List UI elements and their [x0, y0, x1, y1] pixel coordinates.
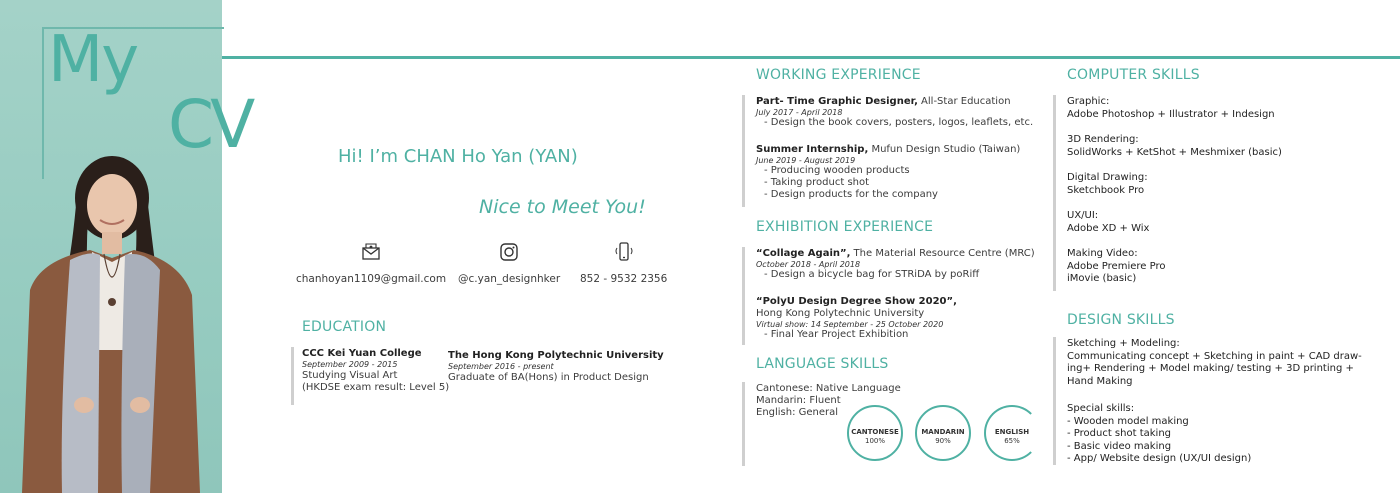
skill-value: SolidWorks + KetShot + Meshmixer (basic): [1067, 146, 1282, 158]
exhibition-item: [756, 248, 1035, 281]
skill-group: [1067, 248, 1165, 286]
skill-value: iMovie (basic): [1067, 273, 1137, 284]
skill-value: ing+ Rendering + Model making/ testing + 3D printing +: [1067, 363, 1354, 374]
exhibition-item: [756, 296, 957, 341]
skill-label: Graphic:: [1067, 96, 1110, 107]
job-item: [756, 144, 1020, 201]
exhibition-title: “PolyU Design Degree Show 2020”,: [756, 296, 957, 307]
job-bullet: - Producing wooden products: [764, 165, 1020, 177]
language-heading: LANGUAGE SKILLS: [756, 356, 889, 372]
design-special: [1067, 403, 1251, 466]
circle-label: CANTONESE: [851, 428, 899, 436]
skill-label: UX/UI:: [1067, 210, 1099, 221]
skill-value: Hand Making: [1067, 375, 1133, 387]
job-dates: July 2017 - April 2018: [756, 108, 843, 117]
contact-email[interactable]: [296, 242, 446, 286]
education-bar: [291, 347, 294, 405]
language-bar: [742, 382, 745, 466]
school-line: Graduate of BA(Hons) in Product Design: [448, 372, 649, 383]
exhibition-bar: [742, 247, 745, 345]
skill-group: [1067, 172, 1148, 197]
skill-label: Making Video:: [1067, 248, 1138, 259]
email-value: chanhoyan1109@gmail.com: [296, 273, 447, 285]
skill-label: 3D Rendering:: [1067, 134, 1139, 145]
circle-percent: 65%: [1004, 437, 1020, 445]
profile-photo: [0, 150, 222, 493]
email-icon: [361, 242, 381, 262]
exhibition-org: Hong Kong Polytechnic University: [756, 308, 925, 319]
contact-instagram[interactable]: [458, 242, 560, 286]
skill-group: [1067, 96, 1275, 121]
education-item: [302, 348, 449, 394]
job-title: Part- Time Graphic Designer,: [756, 96, 918, 107]
job-bullet: - Taking product shot: [764, 177, 1020, 189]
header-rule: [222, 56, 1400, 59]
skill-value: Adobe Photoshop + Illustrator + Indesign: [1067, 108, 1275, 120]
design-sketch: [1067, 338, 1362, 388]
job-org: Mufun Design Studio (Taiwan): [868, 144, 1021, 155]
computer-bar: [1053, 95, 1056, 291]
profile-photo-panel: [0, 0, 252, 493]
job-bullet: - Design products for the company: [764, 189, 1020, 201]
language-circle-mandarin: [915, 405, 971, 461]
phone-icon: [613, 242, 635, 262]
job-org: All-Star Education: [917, 96, 1011, 107]
skill-value: Communicating concept + Sketching in paint + CAD draw-: [1067, 350, 1362, 362]
education-heading: EDUCATION: [302, 319, 387, 335]
instagram-icon: [499, 242, 519, 262]
school-dates: September 2009 - 2015: [302, 360, 398, 369]
cv-heading: CV: [168, 86, 252, 163]
language-circle-english: [984, 405, 1040, 461]
my-heading: My: [48, 23, 138, 97]
job-title: Summer Internship,: [756, 144, 869, 155]
skill-label: Sketching + Modeling:: [1067, 338, 1180, 349]
skill-label: Digital Drawing:: [1067, 172, 1148, 183]
language-line: English: General: [756, 407, 839, 418]
school-line: Studying Visual Art: [302, 370, 398, 381]
skill-group: [1067, 134, 1282, 159]
skill-value: - App/ Website design (UX/UI design): [1067, 453, 1252, 464]
circle-label: MANDARIN: [921, 428, 965, 436]
language-line: Mandarin: Fluent: [756, 395, 841, 406]
circle-percent: 100%: [864, 437, 885, 445]
tagline-text: Nice to Meet You!: [479, 196, 646, 218]
language-line: Cantonese: Native Language: [756, 383, 901, 394]
exhibition-bullet: - Design a bicycle bag for STRiDA by poRiff: [764, 269, 1035, 281]
skill-group: [1067, 210, 1149, 235]
language-circle-cantonese: [847, 405, 903, 461]
exhibition-title: “Collage Again”,: [756, 248, 851, 259]
circle-percent: 90%: [935, 437, 951, 445]
education-item: [448, 350, 664, 384]
skill-value: Adobe Premiere Pro: [1067, 260, 1166, 272]
skill-value: - Wooden model making: [1067, 415, 1189, 427]
working-heading: WORKING EXPERIENCE: [756, 67, 921, 83]
exhibition-dates: October 2018 - April 2018: [756, 260, 861, 269]
skill-value: Sketchbook Pro: [1067, 184, 1145, 196]
contact-phone[interactable]: [580, 242, 667, 286]
school-name: The Hong Kong Polytechnic University: [448, 350, 664, 361]
computer-heading: COMPUTER SKILLS: [1067, 67, 1200, 83]
school-dates: September 2016 - present: [448, 362, 554, 371]
exhibition-bullet: - Final Year Project Exhibition: [764, 329, 957, 341]
exhibition-heading: EXHIBITION EXPERIENCE: [756, 219, 934, 235]
skill-label: Special skills:: [1067, 403, 1135, 414]
circle-label: ENGLISH: [994, 428, 1030, 436]
job-dates: June 2019 - August 2019: [756, 156, 856, 165]
instagram-value: @c.yan_designhker: [458, 273, 561, 285]
school-line: (HKDSE exam result: Level 5): [302, 382, 450, 393]
phone-value: 852 - 9532 2356: [580, 273, 668, 285]
design-heading: DESIGN SKILLS: [1067, 312, 1175, 328]
exhibition-org: The Material Resource Centre (MRC): [850, 248, 1035, 259]
skill-value: - Product shot taking: [1067, 428, 1172, 439]
greeting-text: Hi! I’m CHAN Ho Yan (YAN): [338, 146, 578, 167]
design-bar: [1053, 337, 1056, 465]
skill-value: - Basic video making: [1067, 440, 1172, 452]
skill-value: Adobe XD + Wix: [1067, 222, 1150, 234]
job-item: [756, 96, 1033, 129]
working-bar: [742, 95, 745, 207]
school-name: CCC Kei Yuan College: [302, 348, 422, 359]
exhibition-dates: Virtual show: 14 September - 25 October 2020: [756, 320, 944, 329]
job-bullet: - Design the book covers, posters, logos, leaflets, etc.: [764, 117, 1033, 129]
